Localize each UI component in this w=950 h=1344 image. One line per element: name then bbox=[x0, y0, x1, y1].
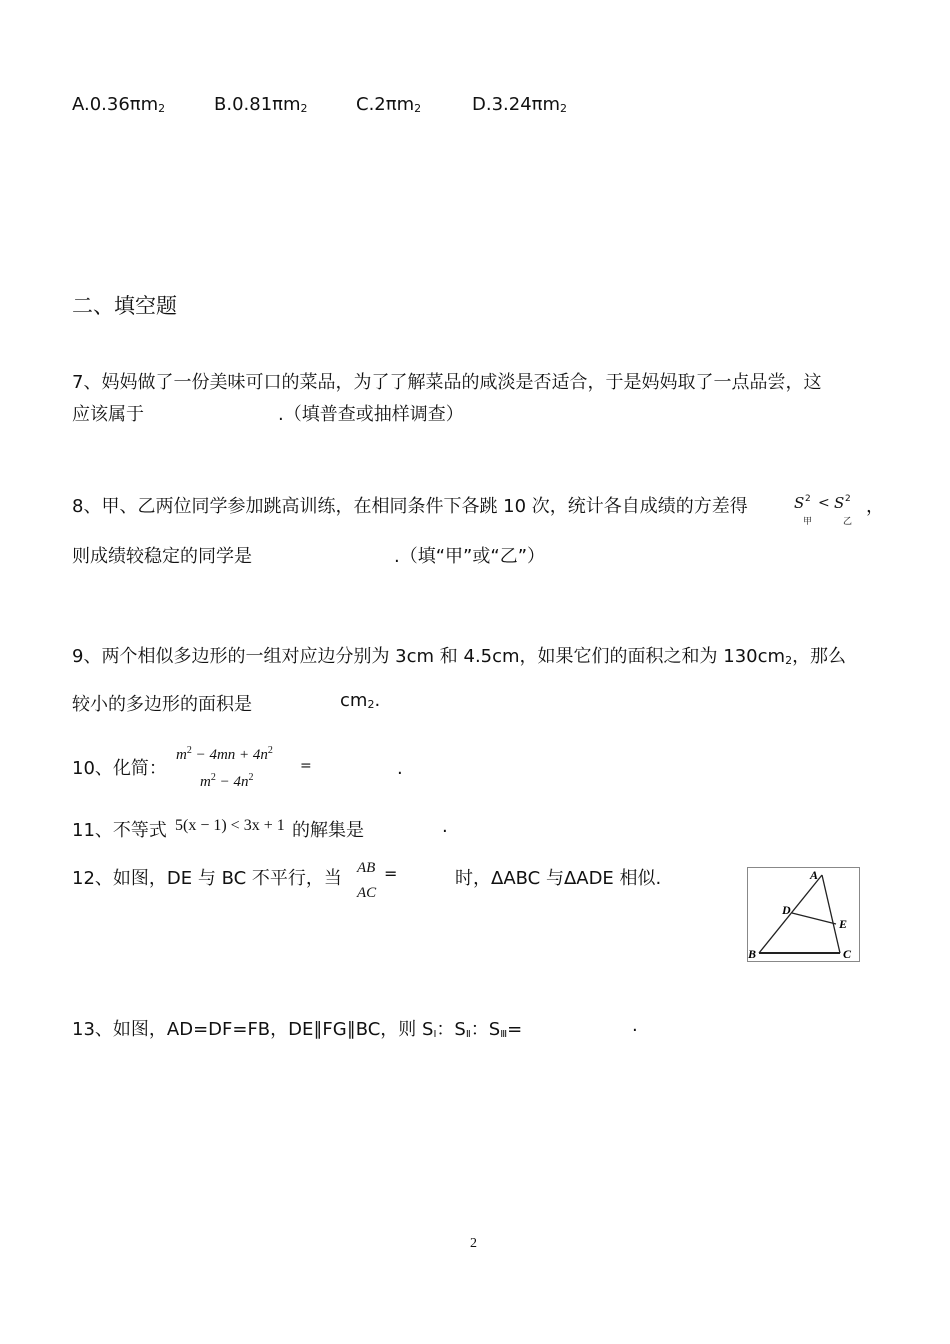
q7-line2-a: 应该属于 bbox=[72, 404, 144, 425]
fig-label-b: B bbox=[748, 947, 757, 961]
q10-denominator: $m^2 - 4n^2$ bbox=[200, 772, 254, 790]
q11-inequality: 5(x − 1) < 3x + 1 bbox=[175, 817, 285, 834]
section-title: 二、填空题 bbox=[72, 294, 177, 318]
page-number: 2 bbox=[470, 1236, 477, 1251]
q11-label: 11、不等式 bbox=[72, 820, 167, 841]
q11-tail: 的解集是 bbox=[292, 820, 364, 841]
q6-option-c: C.2πm2 bbox=[356, 94, 422, 115]
q10-equals: = bbox=[300, 758, 312, 774]
fig-label-e: E bbox=[839, 917, 848, 931]
q12-fraction-numerator: AB bbox=[357, 860, 376, 876]
q9-line2-b: cm2. bbox=[340, 690, 381, 711]
q12-label: 12、如图，DE 与 BC 不平行，当 bbox=[72, 868, 342, 889]
fig-label-d: D bbox=[782, 903, 791, 917]
fig-label-a: A bbox=[810, 868, 819, 882]
q12-equals: = bbox=[384, 864, 398, 883]
q12-tail: 时，ΔABC 与ΔADE 相似. bbox=[455, 868, 662, 889]
q11-end: . bbox=[442, 816, 448, 837]
q12-triangle-figure bbox=[747, 867, 860, 962]
q13-line: 13、如图，AD=DF=FB，DE∥FG∥BC，则 $S_Ⅰ$：$S_Ⅱ$：$S_Ⅲ=$ bbox=[72, 1019, 523, 1040]
q7-line2-b: .（填普查或抽样调查） bbox=[278, 404, 464, 425]
q9-line2-a: 较小的多边形的面积是 bbox=[72, 694, 252, 715]
q10-label: 10、化简： bbox=[72, 758, 167, 779]
q6-option-d: D.3.24πm2 bbox=[472, 94, 568, 115]
q6-option-b: B.0.81πm2 bbox=[214, 94, 308, 115]
q8-variance-formula: S 2 甲 < S 2 乙 bbox=[794, 494, 853, 527]
q9-line1: 9、两个相似多边形的一组对应边分别为 3cm 和 4.5cm，如果它们的面积之和为 130cm2，那么 bbox=[72, 646, 847, 667]
fig-label-c: C bbox=[843, 947, 852, 961]
q10-end: . bbox=[397, 758, 403, 779]
q8-line1: 8、甲、乙两位同学参加跳高训练，在相同条件下各跳 10 次，统计各自成绩的方差得 bbox=[72, 496, 748, 517]
q8-comma: ， bbox=[866, 496, 884, 517]
q12-fraction-denominator: AC bbox=[357, 885, 377, 901]
q8-line2-b: .（填“甲”或“乙”） bbox=[394, 546, 546, 567]
q8-line2-a: 则成绩较稳定的同学是 bbox=[72, 546, 252, 567]
q10-numerator: $m^2 - 4mn + 4n^2$ bbox=[176, 745, 273, 763]
q6-option-a: A.0.36πm2 bbox=[72, 94, 166, 115]
q7-line1: 7、妈妈做了一份美味可口的菜品，为了了解菜品的咸淡是否适合，于是妈妈取了一点品尝，这 bbox=[72, 372, 822, 393]
q13-end: . bbox=[632, 1015, 638, 1036]
